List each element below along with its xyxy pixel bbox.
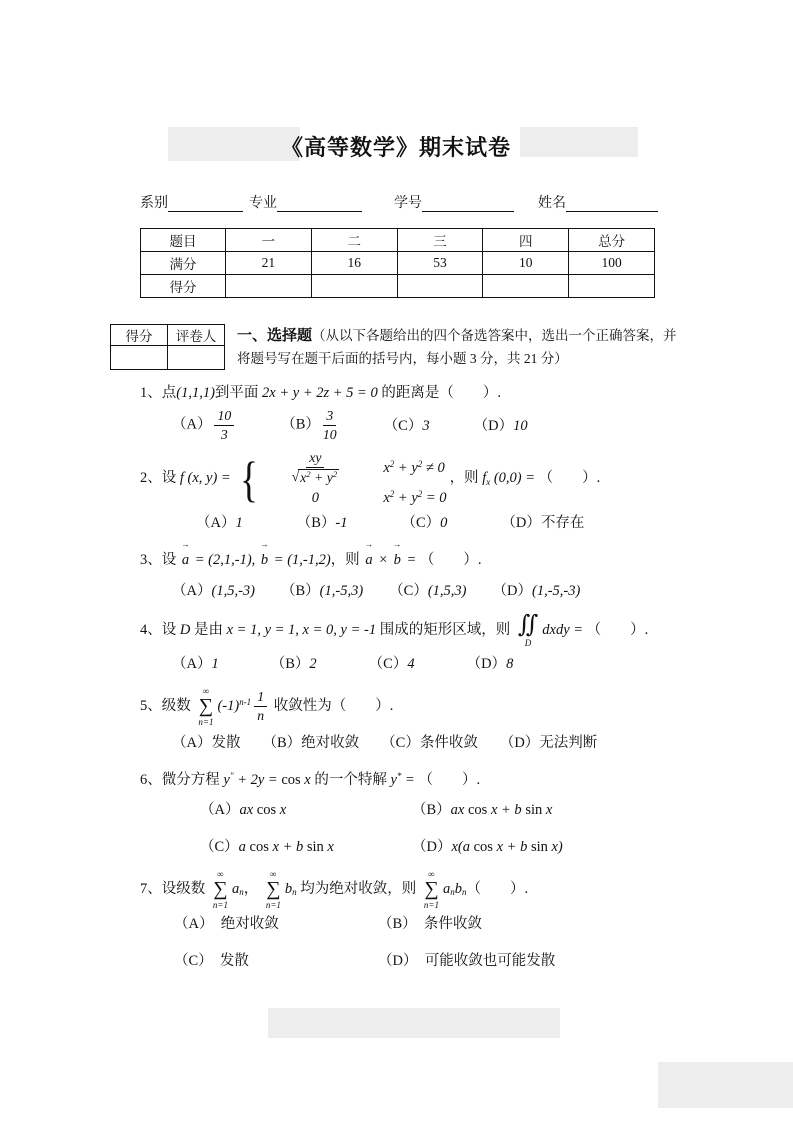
score-cell: 四 [483, 229, 569, 252]
score-cell: 总分 [569, 229, 655, 252]
score-table-full-marks-row [141, 252, 655, 275]
score-cell: 三 [397, 229, 483, 252]
section-one-header [110, 324, 682, 370]
score-cell: 满分 [141, 252, 226, 275]
option-a: （A）发散 [172, 734, 241, 751]
option-c: （C）4 [368, 655, 415, 672]
option-a: （A） $\frac{10}{3}$ [172, 408, 237, 443]
scan-artifact [268, 1008, 560, 1038]
option-c: （C）条件收敛 [381, 734, 478, 751]
question-5 [110, 686, 682, 758]
score-table [140, 228, 655, 298]
score-cell: 得分 [141, 275, 226, 298]
grader-box-cell: 评卷人 [168, 325, 225, 346]
option-b: （B）ax cos x + b sin x [412, 801, 553, 818]
option-c: （C）0 [401, 514, 448, 531]
option-b: （B） $\frac{3}{10}$ [281, 408, 337, 443]
score-table-obtained-row [141, 275, 655, 298]
option-d: （D）无法判断 [499, 734, 598, 751]
section-intro [237, 324, 682, 370]
field-label-major: 专业 [249, 196, 277, 211]
question-2 [110, 450, 682, 538]
question-3-stem: 3、设 → a = (2,1,-1), → b = (1,-1,2)，则 → a × → b = （ ）. [140, 538, 482, 569]
question-3 [110, 538, 682, 606]
option-b: （B）-1 [296, 514, 348, 531]
question-4 [110, 613, 682, 679]
score-cell [483, 275, 569, 298]
option-d: （D）(1,-5,-3) [492, 582, 581, 599]
grader-box-cell [111, 346, 168, 370]
score-cell: 二 [311, 229, 397, 252]
major-blank [277, 195, 362, 212]
grader-box-empty-row [111, 346, 225, 370]
score-cell [397, 275, 483, 298]
score-cell [226, 275, 312, 298]
department-blank [168, 195, 243, 212]
field-label-student-id: 学号 [394, 196, 422, 211]
section-instructions: （从以下各题给出的四个备选答案中，选出一个正确答案，并将题号写在题干后面的括号内，每小题 3 分，共 21 分） [237, 328, 677, 366]
grader-box-cell [168, 346, 225, 370]
option-a: （A）ax cos x [200, 801, 287, 818]
field-name [538, 192, 658, 212]
grader-score-box [110, 324, 225, 370]
question-1 [110, 378, 682, 443]
score-cell: 10 [483, 252, 569, 275]
question-1-options [110, 408, 682, 443]
option-b: （B）绝对收敛 [262, 734, 360, 751]
score-cell: 一 [226, 229, 312, 252]
question-6 [110, 765, 682, 861]
score-cell [311, 275, 397, 298]
score-table-header-row [141, 229, 655, 252]
field-label-department: 系别 [140, 196, 168, 211]
option-d: （D）不存在 [501, 514, 585, 531]
option-b: （B） 条件收敛 [378, 916, 482, 933]
grader-box-header-row [111, 325, 225, 346]
question-7-options [110, 910, 682, 976]
option-a: （A） 绝对收敛 [174, 916, 279, 933]
score-cell [569, 275, 655, 298]
option-c: （C）a cos x + b sin x [200, 838, 334, 855]
option-a: （A）(1,5,-3) [172, 582, 255, 599]
question-2-options [110, 508, 682, 538]
question-4-options [110, 649, 682, 679]
option-c: （C） 发散 [174, 953, 249, 970]
field-major [249, 192, 362, 212]
option-c: （C）3 [383, 417, 430, 434]
field-label-name: 姓名 [538, 196, 566, 211]
option-a: （A）1 [196, 514, 243, 531]
score-cell: 53 [397, 252, 483, 275]
scan-artifact [658, 1062, 793, 1108]
question-7 [110, 869, 682, 977]
question-2-stem: 2、设 f (x, y) = { xy √ $x^2 + y^2$ $x^2 + y^2 \ne 0$ 0 $x^2 + y^2 = 0$ ，则 fx (0,0) = （ ）. [140, 450, 601, 507]
name-blank [566, 195, 658, 212]
option-d: （D） 可能收敛也可能发散 [378, 953, 556, 970]
page-title: 《高等数学》期末试卷 [280, 135, 511, 160]
score-cell: 16 [311, 252, 397, 275]
section-title: 一、选择题 [237, 328, 313, 344]
question-6-options [110, 796, 682, 862]
score-cell: 21 [226, 252, 312, 275]
option-a: （A）1 [172, 655, 219, 672]
field-student-id [394, 192, 514, 212]
question-7-stem: 7、设级数 ∞ ∑ n=1 an， ∞ ∑ n=1 bn 均为绝对收敛，则 ∞ ∑ n=1 anbn（ ）. [140, 868, 529, 910]
question-6-stem: 6、微分方程 y″ + 2y = cos x 的一个特解 y* = （ ）. [140, 771, 481, 789]
question-5-options [110, 728, 682, 758]
score-cell: 100 [569, 252, 655, 275]
field-department [140, 192, 243, 212]
question-1-stem: 1、点(1,1,1)到平面 2x + y + 2z + 5 = 0 的距离是（ ）. [140, 385, 501, 401]
student-id-blank [422, 195, 514, 212]
option-d: （D）10 [473, 417, 528, 434]
score-cell: 题目 [141, 229, 226, 252]
option-b: （B）(1,-5,3) [280, 582, 364, 599]
grader-box-cell: 得分 [111, 325, 168, 346]
option-b: （B）2 [270, 655, 317, 672]
question-5-stem: 5、级数 ∞ ∑ n=1 $(-1)^{n-1}$ $\frac{1}{n}$ 收敛性为（ ）. [140, 685, 394, 728]
question-3-options [110, 576, 682, 606]
questions-list [110, 378, 682, 976]
question-4-stem: 4、设 D 是由 x = 1, y = 1, x = 0, y = -1 围成的矩形区域，则 ∬ D dxdy = （ ）. [140, 611, 649, 649]
student-info-row [110, 192, 682, 212]
option-d: （D）8 [466, 655, 514, 672]
page-content [110, 131, 682, 983]
option-c: （C）(1,5,3) [389, 582, 467, 599]
option-d: （D）x(a cos x + b sin x) [412, 838, 563, 855]
